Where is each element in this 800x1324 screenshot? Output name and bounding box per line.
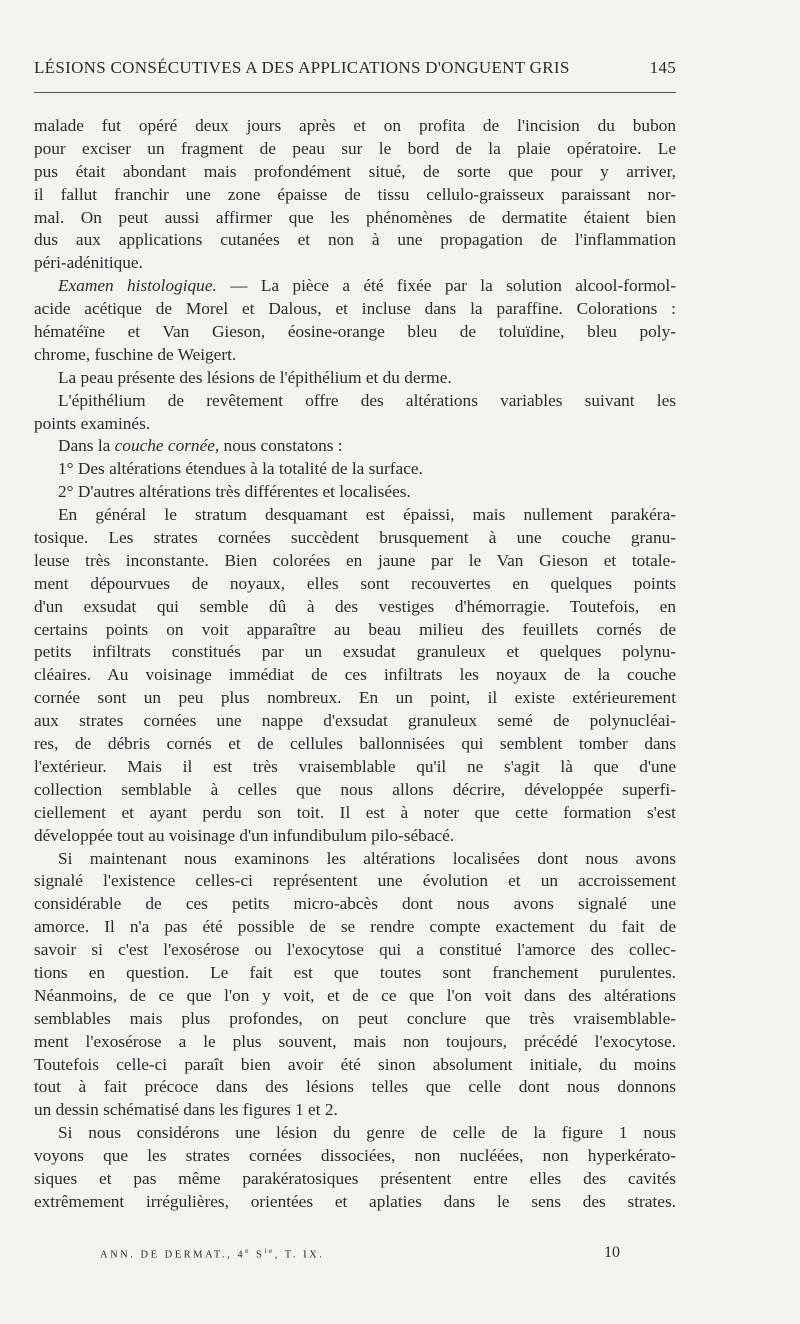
text-line: considérable de ces petits micro-abcès dont nous avons signalé une — [34, 894, 676, 914]
text-line: signalé l'existence celles-ci représentent une évolution et un accroissement — [34, 871, 676, 891]
text-line: 2° D'autres altérations très différentes et localisées. — [58, 482, 411, 502]
text-line: hématéïne et Van Gieson, éosine-orange bleu de toluïdine, bleu poly- — [34, 322, 676, 342]
body-text — [34, 115, 676, 1214]
text-line: petits infiltrats constitués par un exsudat granuleux et quelques polynu- — [34, 642, 676, 662]
text-line: 1° Des altérations étendues à la totalité de la surface. — [58, 459, 423, 479]
text-line: ciellement et ayant perdu son toit. Il est à noter que cette formation s'est — [34, 802, 676, 822]
text-line: aux strates cornées une nappe d'exsudat granuleux semé de polynucléai- — [34, 711, 676, 731]
text-line: cornée sont un peu plus nombreux. En un point, il existe extérieurement — [34, 688, 676, 708]
text-line: points examinés. — [34, 413, 151, 433]
text-line: Si maintenant nous examinons les altérations localisées dont nous avons — [58, 848, 676, 868]
journal-citation: ANN. DE DERMAT., 4e $S^{ie}$, T. IX. — [100, 1245, 325, 1260]
text-line: chrome, fuschine de Weigert. — [34, 344, 237, 364]
text-line: Si nous considérons une lésion du genre de celle de la figure 1 nous — [58, 1123, 676, 1143]
text-line: La peau présente des lésions de l'épithélium et du derme. — [58, 367, 452, 387]
text-line: un dessin schématisé dans les figures 1 et 2. — [34, 1100, 338, 1120]
italic-term: couche cornée, — [114, 436, 220, 456]
text-line: L'épithélium de revêtement offre des altérations variables suivant les — [58, 390, 676, 410]
text-line: En général le stratum desquamant est épaissi, mais nullement parakéra- — [58, 505, 676, 525]
text-line: res, de débris cornés et de cellules ballonnisées qui semblent tomber dans — [34, 734, 676, 754]
text-line: tions en question. Le fait est que toutes sont franchement purulentes. — [34, 962, 676, 982]
text-line: acide acétique de Morel et Dalous, et incluse dans la paraffine. Colorations : — [34, 299, 676, 319]
text-line: d'un exsudat qui semble dû à des vestiges d'hémorragie. Toutefois, en — [34, 596, 676, 616]
text-line: ment l'exosérose a le plus souvent, mais non toujours, précédé l'exocytose. — [34, 1031, 676, 1051]
text-line: développée tout au voisinage d'un infundibulum pilo-sébacé. — [34, 825, 455, 845]
text-line: extrêmement irrégulières, orientées et aplaties dans le sens des strates. — [34, 1191, 676, 1211]
text-line: siques et pas même parakératosiques présentent entre elles des cavités — [34, 1168, 676, 1188]
text-line: amorce. Il n'a pas été possible de se rendre compte exactement du fait de — [34, 917, 676, 937]
running-header — [34, 58, 676, 93]
text-line: tosique. Les strates cornées succèdent brusquement à une couche granu- — [34, 528, 676, 548]
text-line: semblables mais plus profondes, on peut conclure que très vraisemblable- — [34, 1008, 676, 1028]
text-line: Dans la couche cornée, nous constatons : — [58, 436, 343, 456]
text-line: Néanmoins, de ce que l'on y voit, et de ce que l'on voit dans des altérations — [34, 985, 676, 1005]
text-line: dus aux applications cutanées et non à une propagation de l'inflammation — [34, 230, 676, 250]
italic-term: Examen histologique. — [58, 276, 217, 296]
text-line: certains points on voit apparaître au beau milieu des feuillets cornés de — [34, 619, 676, 639]
text-line: péri-adénitique. — [34, 253, 143, 273]
text-line: pour exciser un fragment de peau sur le bord de la plaie opératoire. Le — [34, 138, 676, 158]
text-line: il fallut franchir une zone épaisse de tissu cellulo-graisseux paraissant nor- — [34, 184, 676, 204]
footer — [100, 1244, 620, 1262]
text-line: ment dépourvues de noyaux, elles sont recouvertes en quelques points — [34, 573, 676, 593]
text-line: Examen histologique. — La pièce a été fixée par la solution alcool-formol- — [58, 276, 676, 296]
running-title: LÉSIONS CONSÉCUTIVES A DES APPLICATIONS D'ONGUENT GRIS — [34, 58, 570, 77]
text-line: collection semblable à celles que nous allons décrire, développée superfi- — [34, 779, 676, 799]
text-line: l'extérieur. Mais il est très vraisemblable qu'il ne s'agit là que d'une — [34, 756, 676, 776]
text-line: pus était abondant mais profondément situé, de sorte que pour y arriver, — [34, 161, 676, 181]
text-line: leuse très inconstante. Bien colorées en jaune par le Van Gieson et totale- — [34, 550, 676, 570]
text-line: Toutefois celle-ci paraît bien avoir été sinon absolument initiale, du moins — [34, 1054, 676, 1074]
text-line: savoir si c'est l'exosérose ou l'exocytose qui a constitué l'amorce des collec- — [34, 940, 676, 960]
text-line: cléaires. Au voisinage immédiat de ces infiltrats les noyaux de la couche — [34, 665, 676, 685]
signature-mark: 10 — [604, 1244, 620, 1261]
page-number: 145 — [649, 58, 676, 77]
text-line: mal. On peut aussi affirmer que les phénomènes de dermatite étaient bien — [34, 207, 676, 227]
text-line: tout à fait précoce dans des lésions telles que celle dont nous donnons — [34, 1077, 676, 1097]
text-line: voyons que les strates cornées dissociées, non nucléées, non hyperkérato- — [34, 1146, 676, 1166]
text-line: malade fut opéré deux jours après et on profita de l'incision du bubon — [34, 116, 676, 135]
